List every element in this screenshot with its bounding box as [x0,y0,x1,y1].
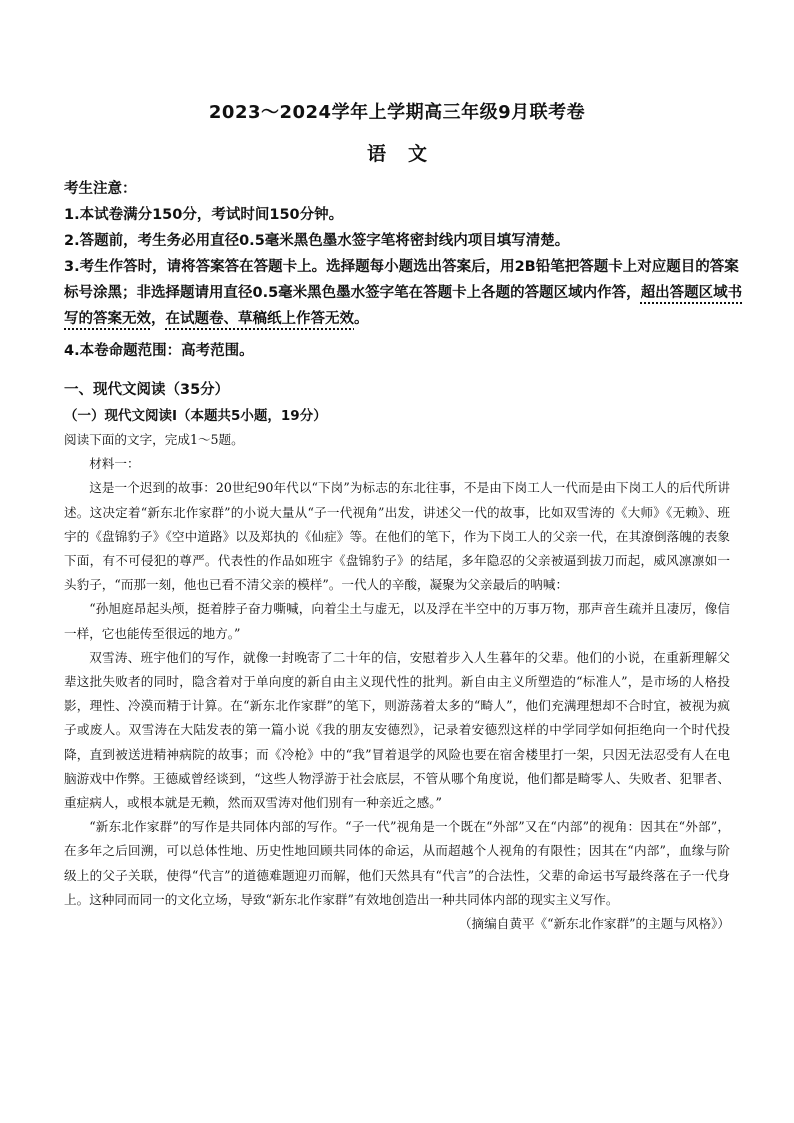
passage-paragraph-1: 这是一个迟到的故事：20世纪90年代以“下岗”为标志的东北往事，不是由下岗工人一代而是由下岗工人的后代所讲述。这决定着“新东北作家群”的小说大量从“子一代视角”出发，讲述父一代的故事，比如双雪涛的《大师》《无赖》、班宇的《盘锦豹子》《空中道路》以及郑执的《仙症》等。在他们的笔下，作为下岗工人的父亲一代，在其潦倒落魄的表象下面，有不可侵犯的尊严。代表性的作品如班宇《盘锦豹子》的结尾，多年隐忍的父亲被逼到拔刀而起，威风凛凛如一头豹子，“而那一刻，他也已看不清父亲的模样”。一代人的辛酸，凝聚为父亲最后的呐喊： [64,480,730,593]
material-label: 材料一： [89,456,140,472]
passage-instruction: 阅读下面的文字，完成1～5题。 [64,432,244,447]
subject-title: 语文 [366,143,449,165]
section-title: 一、现代文阅读（35分） [64,382,230,398]
notice-item-3 [64,254,744,332]
passage-paragraph-3: “新东北作家群”的写作是共同体内部的写作。“子一代”视角是一个既在“外部”又在“内部”的视角：因其在“外部”，在多年之后回溯，可以总体性地、历史性地回顾共同体的命运，从而超越个人视角的有限性；因其在“内部”，血缘与阶级上的父子关联，使得“代言”的道德难题迎刃而解，他们天然具有“代言”的合法性，父辈的命运书写最终落在子一代身上。这种同而同一的文化立场，导致“新东北作家群”有效地创造出一种共同体内部的现实主义写作。 [64,819,730,907]
reading-passage [64,428,730,936]
passage-paragraph-2: 双雪涛、班宇他们的写作，就像一封晚寄了二十年的信，安慰着步入人生暮年的父辈。他们的小说，在重新理解父辈这批失败者的同时，隐含着对于单向度的新自由主义现代性的批判。新自由主义所塑造的“标准人”，是市场的人格投影，理性、冷漠而精于计算。在“新东北作家群”的笔下，则游荡着太多的“畸人”，他们充满理想却不合时宜，被视为疯子或废人。双雪涛在大陆发表的第一篇小说《我的朋友安德烈》，记录着安德烈这样的中学同学如何拒绝向一个时代投降，直到被送进精神病院的故事；而《冷枪》中的“我”冒着退学的风险也要在宿舍楼里打一架，只因无法忍受有人在电脑游戏中作弊。王德威曾经谈到，“这些人物浮游于社会底层，不管从哪个角度说，他们都是畸零人、失败者、犯罪者、重症病人，或根本就是无赖，然而双雪涛对他们别有一种亲近之感。” [64,649,730,811]
exam-title: 2023～2024学年上学期高三年级9月联考卷 [208,102,586,123]
passage-source: （摘编自黄平《“新东北作家群”的主题与风格》） [458,916,730,932]
notice-item-3-text: 3.考生作答时，请将答案答在答题卡上。选择题每小题选出答案后，用2B铅笔把答题卡上对应题目的答案标号涂黑；非选择题请用直径0.5毫米黑色墨水签字笔在答题卡上各题的答题区域内作答， [64,259,739,301]
notice-item-3-end: 。 [354,311,369,327]
exam-notice [64,176,744,364]
notice-heading: 考生注意： [64,181,137,197]
notice-item-2: 2.答题前，考生务必用直径0.5毫米黑色墨水签字笔将密封线内项目填写清楚。 [64,233,570,249]
notice-item-4: 4.本卷命题范围：高考范围。 [64,343,254,359]
notice-item-3-comma: ， [151,311,166,327]
notice-item-1: 1.本试卷满分150分，考试时间150分钟。 [64,207,344,223]
notice-item-3-emphasis-2: 在试题卷、草稿纸上作答无效 [165,311,354,327]
notice-item-3-emphasis-1: 超出答题区域书写的答案无效 [64,285,743,327]
passage-quote: “孙旭庭昂起头颅，挺着脖子奋力嘶喊，向着尘土与虚无，以及浮在半空中的万事万物，那声音生疏并且凄厉，像信一样，它也能传至很远的地方。” [64,601,730,641]
section-subtitle: （一）现代文阅读Ⅰ（本题共5小题，19分） [64,408,327,424]
